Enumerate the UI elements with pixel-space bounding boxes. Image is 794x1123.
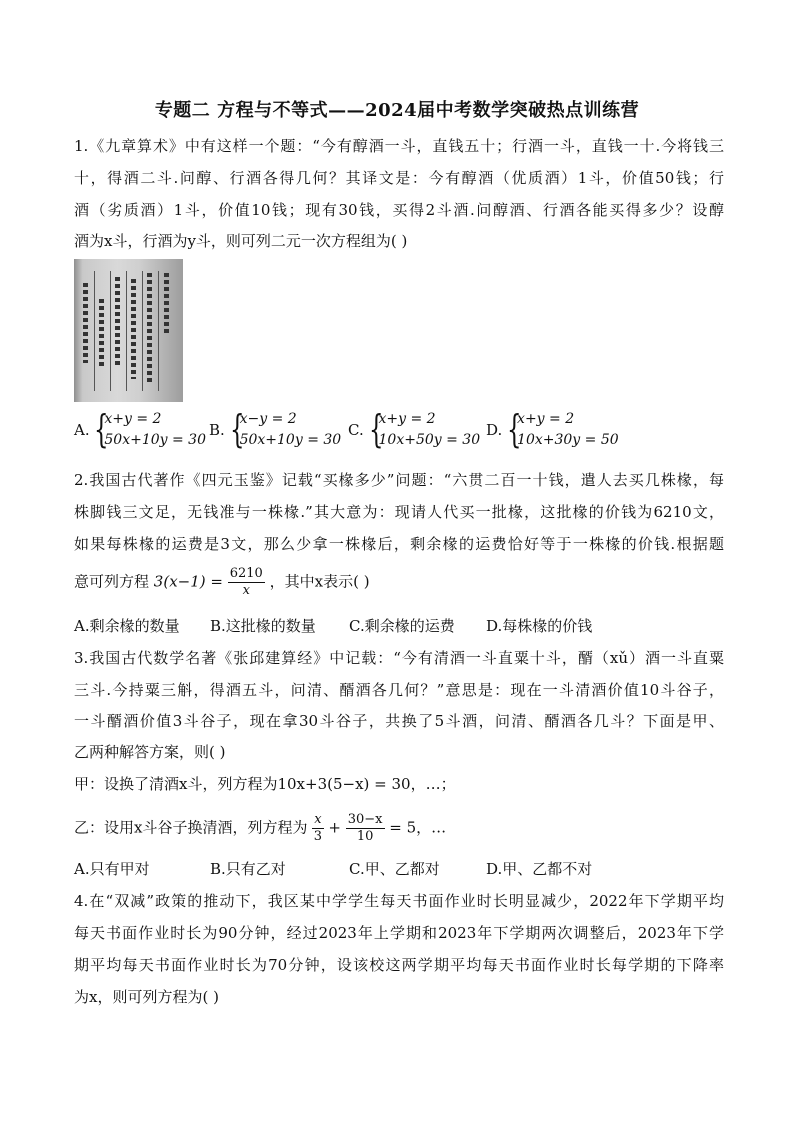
q2-eq-suffix: ，其中x表示( ) — [269, 572, 370, 591]
equation-2: 10x+30y = 50 — [517, 432, 619, 448]
q3-solution-yi — [74, 812, 724, 845]
q1-option-b[interactable]: B. { x−y = 2 50x+10y = 30 — [209, 407, 342, 451]
q1-option-d[interactable]: D. { x+y = 2 10x+30y = 50 — [486, 407, 619, 451]
q4-line-3: 期平均每天书面作业时长为70分钟，设该校这两学期平均每天书面作业时长每学期的下降率 — [74, 956, 724, 974]
q3-yi-suffix: = 5，… — [389, 818, 447, 837]
q2-line-1: 2.我国古代著作《四元玉鉴》记载“买椽多少”问题：“六贯二百一十钱，遣人去买几株椽，每 — [74, 471, 724, 489]
q3-frac1-den: 3 — [313, 829, 323, 844]
q1-line-2: 十，得酒二斗.问醇、行酒各得几何？其译文是：今有醇酒（优质酒）1斗，价值50钱；行 — [74, 169, 724, 187]
q3-choice-b[interactable]: B.只有乙对 — [210, 860, 286, 878]
q2-fraction — [228, 566, 265, 599]
q2-line-2: 株脚钱三文足，无钱准与一株椽.”其大意为：现请人代买一批椽，这批椽的价钱为6210文， — [74, 503, 724, 521]
q4-line-1: 4.在“双减”政策的推动下，我区某中学学生每天书面作业时长明显减少，2022年下学期平均 — [74, 892, 724, 910]
q2-choice-c[interactable]: C.剩余椽的运费 — [349, 617, 455, 635]
q3-solution-jia: 甲：设换了清酒x斗，列方程为10x+3(5−x) = 30，…； — [74, 775, 456, 793]
q3-choice-a[interactable]: A.只有甲对 — [74, 860, 150, 878]
q3-frac2-num: 30−x — [347, 812, 383, 827]
ancient-book-photo — [74, 259, 183, 402]
q3-frac2-den: 10 — [356, 829, 374, 844]
equation-1: x+y = 2 — [378, 411, 436, 427]
option-label: C. — [348, 421, 364, 439]
q3-choice-d[interactable]: D.甲、乙都不对 — [486, 860, 593, 878]
q2-choice-b[interactable]: B.这批椽的数量 — [210, 617, 316, 635]
q3-line-1: 3.我国古代数学名著《张邱建算经》中记载：“今有清酒一斗直粟十斗，醑（xǔ）酒一斗直粟 — [74, 649, 724, 667]
q3-line-3: 一斗醑酒价值3斗谷子，现在拿30斗谷子，共换了5斗酒，问清、醑酒各几斗？下面是甲、 — [74, 712, 724, 730]
q2-equation-line — [74, 566, 724, 599]
equation-2: 50x+10y = 30 — [239, 432, 342, 448]
option-label: B. — [209, 421, 225, 439]
q3-choice-c[interactable]: C.甲、乙都对 — [349, 860, 440, 878]
q3-line-2: 三斗.今持粟三斛，得酒五斗，问清、醑酒各几何？”意思是：现在一斗清酒价值10斗谷子， — [74, 681, 724, 699]
equation-1: x+y = 2 — [517, 411, 575, 427]
q2-frac-den: x — [242, 583, 250, 598]
equation-2: 10x+50y = 30 — [378, 432, 481, 448]
q2-choice-a[interactable]: A.剩余椽的数量 — [74, 617, 180, 635]
q3-plus: + — [328, 818, 341, 837]
option-label: D. — [486, 421, 503, 439]
q3-yi-prefix: 乙：设用x斗谷子换清酒，列方程为 — [74, 818, 308, 837]
q3-fraction-1 — [312, 812, 323, 845]
q2-eq-left: 3(x−1) = — [153, 572, 223, 591]
q1-option-a[interactable]: A. { x+y = 2 50x+10y = 30 — [74, 407, 206, 451]
equation-1: x+y = 2 — [104, 411, 162, 427]
q2-frac-num: 6210 — [229, 566, 263, 581]
page-title: 专题二 方程与不等式——2024届中考数学突破热点训练营 — [154, 100, 640, 121]
q2-eq-prefix: 意可列方程 — [74, 572, 150, 591]
equation-1: x−y = 2 — [239, 411, 297, 427]
option-label: A. — [74, 421, 90, 439]
q2-line-3: 如果每株椽的运费是3文，那么少拿一株椽后，剩余椽的运费恰好等于一株椽的价钱.根据题 — [74, 535, 724, 553]
q1-option-c[interactable]: C. { x+y = 2 10x+50y = 30 — [348, 407, 481, 451]
q3-fraction-2 — [346, 812, 385, 845]
q1-line-3: 酒（劣质酒）1斗，价值10钱；现有30钱，买得2斗酒.问醇酒、行酒各能买得多少？设醇 — [74, 201, 724, 219]
q1-line-1: 1.《九章算术》中有这样一个题：“今有醇酒一斗，直钱五十；行酒一斗，直钱一十.今将钱三 — [74, 137, 724, 155]
equation-2: 50x+10y = 30 — [104, 432, 206, 448]
q3-frac1-num: x — [314, 812, 322, 827]
q1-line-4: 酒为x斗，行酒为y斗，则可列二元一次方程组为( ) — [74, 232, 408, 250]
q4-line-2: 每天书面作业时长为90分钟，经过2023年上学期和2023年下学期两次调整后，2023年下学 — [74, 924, 724, 942]
q3-line-4: 乙两种解答方案，则( ) — [74, 743, 226, 761]
q4-line-4: 为x，则可列方程为( ) — [74, 988, 219, 1006]
q2-choice-d[interactable]: D.每株椽的价钱 — [486, 617, 593, 635]
